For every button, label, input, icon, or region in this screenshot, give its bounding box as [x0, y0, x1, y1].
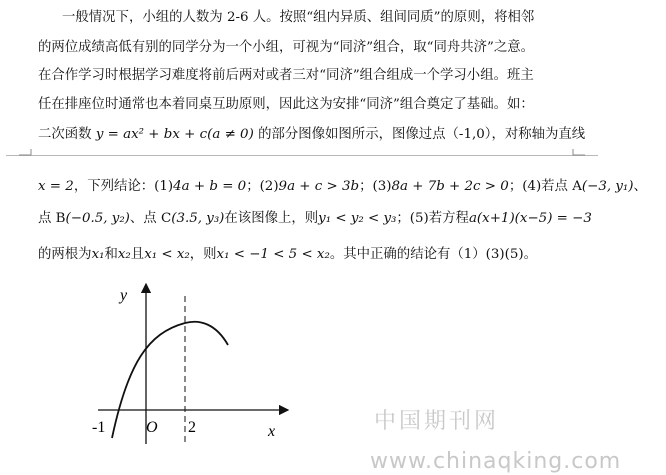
text-sep-2: ；(2)	[246, 179, 279, 194]
formula-root-bounds: x₁ < −1 < 5 < x₂	[216, 247, 330, 262]
formula-equation: a(x+1)(x−5) = −3	[468, 211, 592, 226]
formula-point-c: (3.5, y₃)	[171, 211, 225, 226]
paragraph-line-7	[38, 207, 642, 226]
paragraph-line-3	[38, 64, 642, 83]
text-point-c: 、点 C	[129, 211, 172, 226]
text-function-intro: 二次函数	[38, 127, 92, 142]
y-axis-label: y	[120, 287, 128, 304]
text-roots: 的两根为	[38, 247, 92, 262]
paragraph-line-5	[38, 123, 642, 142]
text-answer: 。其中正确的结论有（1）(3)(5)。	[329, 247, 538, 262]
formula-axis: x = 2	[38, 179, 74, 194]
tick-label-2: 2	[188, 419, 196, 436]
text-line-3: 在合作学习时根据学习难度将前后两对或者三对“同济”组合组成一个学习小组。班主	[38, 68, 534, 83]
paragraph-line-2	[38, 36, 642, 55]
paragraph-line-6	[38, 175, 647, 194]
formula-quadratic: y = ax² + bx + c(a ≠ 0)	[95, 127, 254, 142]
formula-conclusion-3: 8a + 7b + 2c > 0	[391, 179, 509, 194]
text-sep-3: ；(3)	[359, 179, 392, 194]
formula-root-order: x₁ < x₂	[144, 247, 190, 262]
formula-inequality: y₁ < y₂ < y₃	[318, 211, 397, 226]
text-point-a: ；(4)若点 A	[508, 179, 582, 194]
text-then-2: ，则	[189, 247, 217, 262]
watermark-url: www.chinaqking.com	[370, 449, 622, 474]
paragraph-line-4	[38, 93, 642, 112]
formula-point-b: (−0.5, y₂)	[65, 211, 130, 226]
formula-conclusion-2: 9a + c > 3b	[278, 179, 360, 194]
text-then: 在该图像上，则	[224, 211, 319, 226]
text-equation-intro: ；(5)若方程	[396, 211, 469, 226]
formula-point-a: (−3, y₁)	[581, 179, 634, 194]
text-graph-description: 的部分图像如图所示，图像过点（-1,0），对称轴为直线	[258, 127, 586, 142]
parabola-curve	[112, 322, 228, 438]
corner-mark-icon	[18, 148, 32, 162]
watermark-cn: 中国期刊网	[374, 409, 500, 434]
text-line-1: 一般情况下，小组的人数为 2-6 人。按照“组内异质、组间同质”的原则，将相邻	[62, 10, 535, 25]
formula-conclusion-1: 4a + b = 0	[173, 179, 247, 194]
text-with: 且	[130, 247, 145, 262]
text-line-2: 的两位成绩高低有别的同学分为一个小组，可视为“同济”组合，取“同舟共济”之意。	[38, 40, 535, 55]
parabola-graph	[80, 278, 310, 448]
page-break-separator	[0, 148, 604, 162]
text-point-b: 点 B	[38, 211, 66, 226]
formula-x1: x₁	[91, 247, 105, 262]
text-sep-4: 、	[633, 179, 647, 194]
text-line-4: 任在排座位时通常也本着同桌互助原则，因此这为安排“同济”组合奠定了基础。如：	[38, 97, 534, 112]
corner-mark-icon	[572, 148, 586, 162]
formula-x2: x₂	[117, 247, 131, 262]
origin-label: O	[146, 419, 158, 436]
paragraph-line-1	[62, 6, 666, 25]
x-axis-label: x	[268, 423, 276, 440]
separator-rule	[6, 155, 598, 156]
paragraph-line-8	[38, 243, 642, 262]
tick-label-neg1: -1	[92, 419, 106, 436]
text-and: 和	[104, 247, 118, 262]
text-conclusions-intro: ，下列结论：(1)	[73, 179, 174, 194]
